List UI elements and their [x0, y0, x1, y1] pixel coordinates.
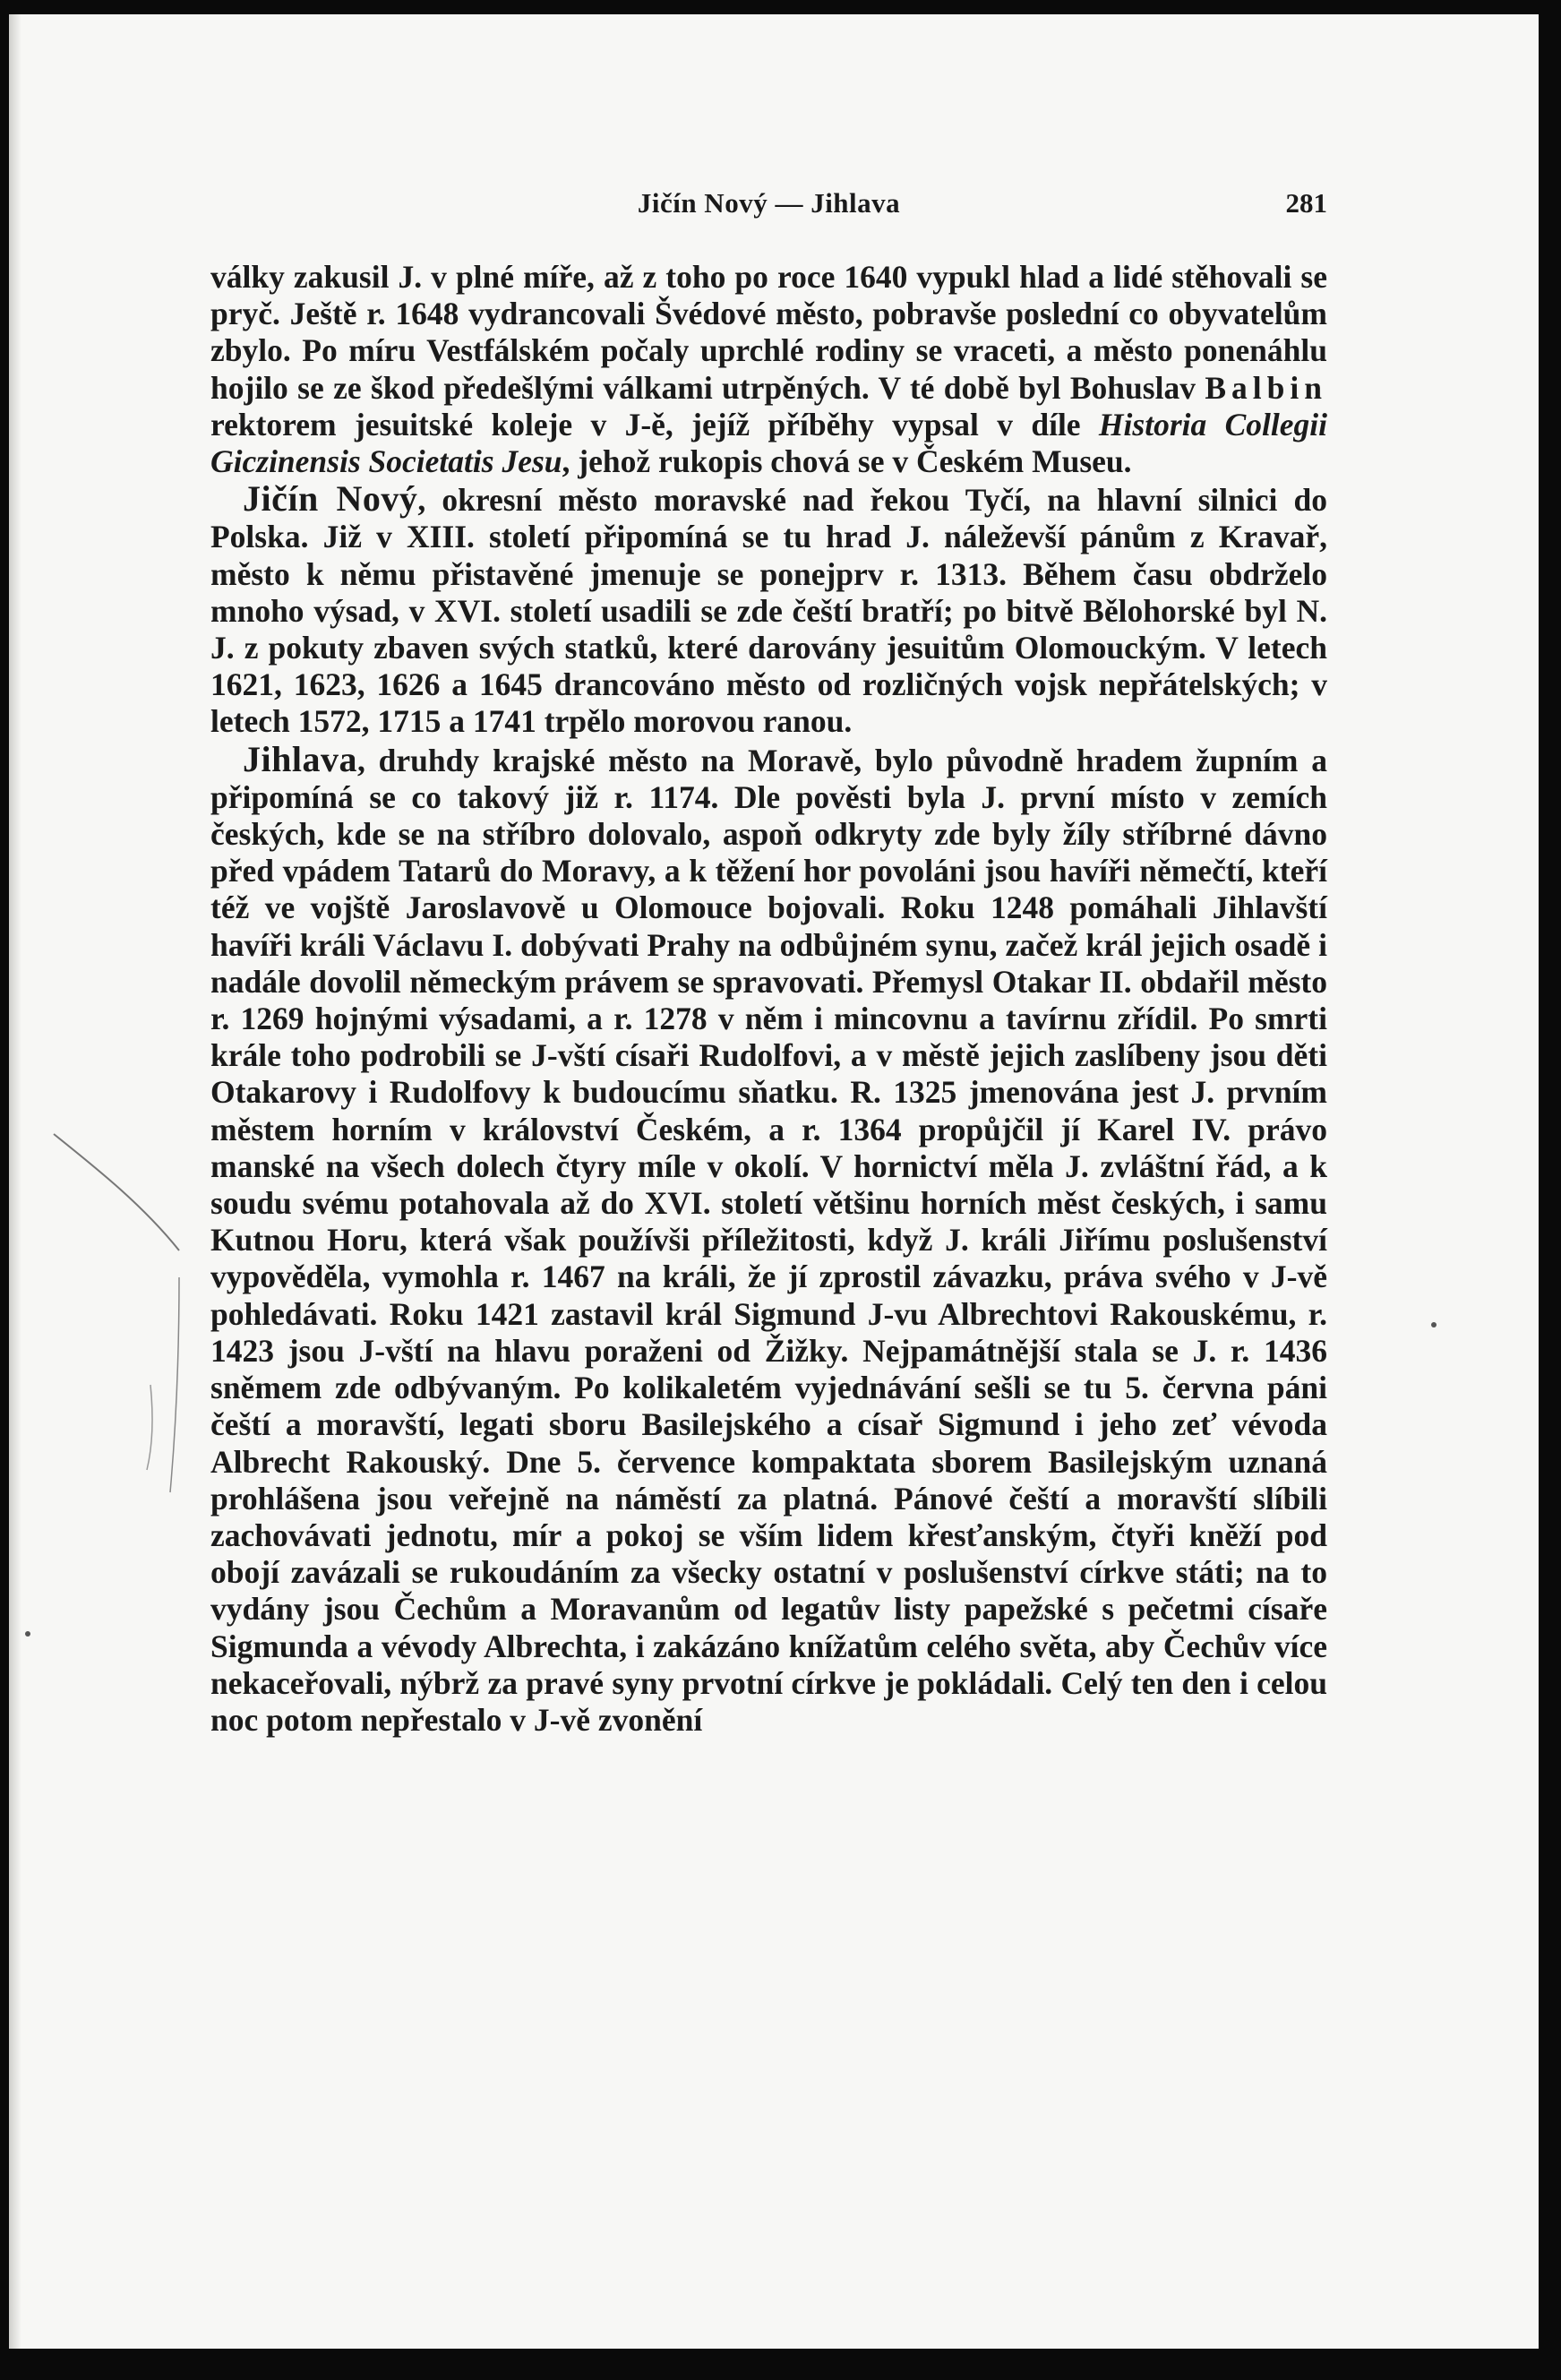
- page-number: 281: [1285, 187, 1327, 219]
- body-text: [210, 259, 1327, 1739]
- paragraph-text: rektorem jesuitské koleje v J-ě, jejíž příběhy vypsal v díle: [210, 406, 1099, 442]
- entry-text: , druhdy krajské město na Moravě, bylo původně hradem župním a připomíná se co takový již r. 1174. Dle pověsti byla J. první místo v zemích českých, kde se na stříbro dolovalo, aspoň odkryty zde byly žíly stříbrné dávno před vpádem Tatarů do Moravy, a k těžení hor povoláni jsou havíři němečtí, kteří též ve vojště Jaroslavově u Olomouce bojovali. Roku 1248 pomáhali Jihlavští havíři králi Václavu I. dobývati Prahy na odbůjném synu, začež král jejich osadě i nadále dovolil německým právem se spravovati. Přemysl Otakar II. obdařil město r. 1269 hojnými výsadami, a r. 1278 v něm i mincovnu a tavírnu zřídil. Po smrti krále toho podrobili se J-vští císaři Rudolfovi, a v městě jejich zaslíbeny jsou děti Otakarovy i Rudolfovy k budoucímu sňatku. R. 1325 jmenována jest J. prvním městem horním v království Českém, a r. 1364 propůjčil jí Karel IV. právo manské na všech dolech čtyry míle v okolí. V hornictví měla J. zvláštní řád, a k soudu svému potahovala až do XVI. století většinu horních měst českých, i samu Kutnou Horu, která však používši příležitosti, když J. králi Jiřímu poslušenství vypověděla, vymohla r. 1467 na králi, že jí zprostil závazku, práva svého v J-vě pohledávati. Roku 1421 zastavil král Sigmund J-vu Albrechtovi Rakouskému, r. 1423 jsou J-vští na hlavu poraženi od Žižky. Nejpamátnější stala se J. r. 1436 sněmem zde odbývaným. Po kolikaletém vyjednávání sešli se tu 5. června páni čeští a moravští, legati sboru Basilejského a císař Sigmund i jeho zeť vévoda Albrecht Rakouský. Dne 5. července kompaktata sborem Basilejským uznaná prohlášena jsou veřejně na náměstí za platná. Pánové čeští a moravští slíbili zachovávati jednotu, mír a pokoj se vším lidem křesťanským, čtyři kněží pod obojí zavázali se rukoudáním za všecky ostatní v poslušenství církve státi; na to vydány jsou Čechům a Moravanům od legatův listy papežské s pečetmi císaře Sigmunda a vévody Albrechta, i zakázáno knížatům celého světa, aby Čechův více nekaceřovali, nýbrž za pravé syny prvotní církve je pokládali. Celý ten den i celou noc potom nepřestalo v J-vě zvonění: [210, 742, 1327, 1738]
- entry-text: , okresní město moravské nad řekou Tyčí, na hlavní silnici do Polska. Již v XIII. století připomíná se tu hrad J. náleževší pánům z Kravař, město k němu přistavěné jmenuje se ponejprv r. 1313. Během času obdrželo mnoho výsad, v XVI. století usadili se zde čeští bratří; po bitvě Bělohorské byl N. J. z pokuty zbaven svých statků, které darovány jesuitům Olomouckým. V letech 1621, 1623, 1626 a 1645 drancováno město od rozličných vojsk nepřátelských; v letech 1572, 1715 a 1741 trpělo morovou ranou.: [210, 482, 1327, 740]
- paragraph-text: , jehož rukopis chová se v Českém Museu.: [562, 443, 1132, 480]
- margin-dot: [1431, 1322, 1437, 1327]
- entry-headword: Jičín Nový: [243, 478, 418, 520]
- book-page: [9, 14, 1539, 2349]
- paragraph-continuation: [210, 259, 1327, 480]
- paragraph-text: války zakusil J. v plné míře, až z toho po roce 1640 vypukl hlad a lidé stěhovali se pryč. Ještě r. 1648 vydrancovali Švédové město, pobravše poslední co obyvatelům zbylo. Po míru Vestfálském počaly uprchlé rodiny se vraceti, a město ponenáhlu hojilo se ze škod předešlými válkami utrpěných. V té době byl Bohuslav: [210, 259, 1327, 406]
- entry-headword: Jihlava: [243, 738, 357, 779]
- person-name-balbin: Balbin: [1205, 369, 1327, 406]
- running-head: Jičín Nový — Jihlava: [637, 187, 901, 219]
- page-edge-shadow: [9, 14, 21, 2349]
- entry-jihlava: [210, 738, 1327, 1739]
- margin-dot: [25, 1631, 30, 1637]
- entry-jicin-novy: [210, 480, 1327, 740]
- book-title: Historia Collegii Giczinensis Societatis Jesu: [210, 406, 1327, 480]
- page-header: [210, 187, 1327, 227]
- margin-pencil-marks: [45, 1116, 197, 1528]
